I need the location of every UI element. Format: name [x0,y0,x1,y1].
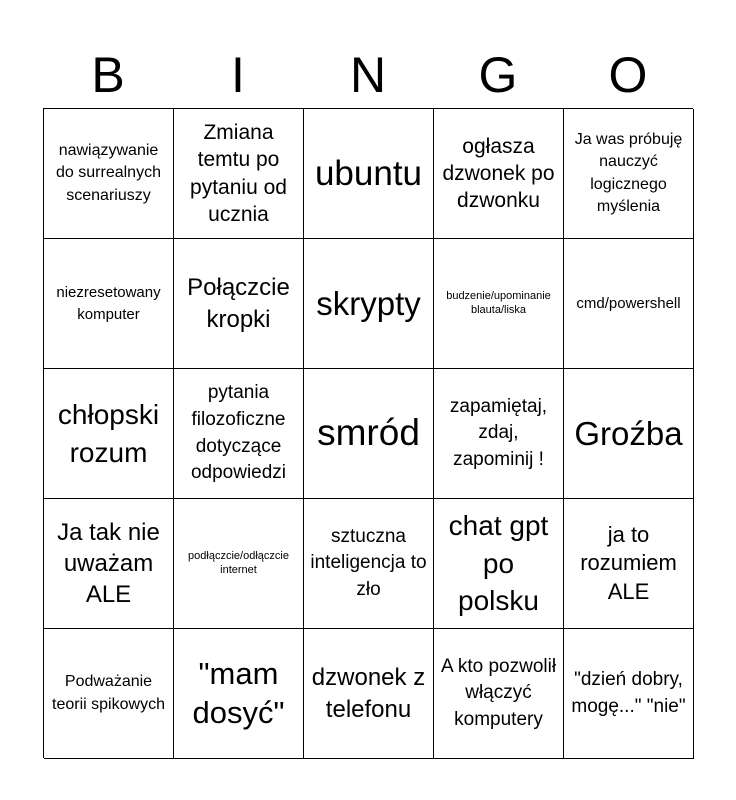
bingo-cell[interactable] [434,109,564,239]
bingo-cell[interactable] [174,239,304,369]
bingo-cell[interactable] [44,499,174,629]
bingo-cell-text: nawiązywanie do surrealnych scenariuszy [56,141,161,204]
bingo-cell[interactable] [174,499,304,629]
bingo-cell[interactable] [174,369,304,499]
bingo-cell-text: "mam dosyć" [192,655,285,730]
bingo-cell[interactable] [564,369,694,499]
bingo-cell-text: cmd/powershell [576,294,681,312]
bingo-cell[interactable] [44,629,174,759]
bingo-cell[interactable] [174,109,304,239]
bingo-cell-text: ja to rozumiem ALE [580,521,677,604]
bingo-cell[interactable] [304,499,434,629]
bingo-cell-text: chat gpt po polsku [448,509,549,617]
bingo-cell-text: "dzień dobry, mogę..." "nie" [571,668,686,717]
header-letter-g: G [478,47,518,103]
bingo-cell[interactable] [564,109,694,239]
bingo-cell[interactable] [304,629,434,759]
bingo-cell[interactable] [44,239,174,369]
header-letter-o: O [608,47,648,103]
bingo-cell[interactable] [174,629,304,759]
bingo-cell-text: Połączcie kropki [187,274,290,333]
bingo-cell[interactable] [434,629,564,759]
bingo-cell-text: Ja was próbuję nauczyć logicznego myślenia [574,130,683,215]
bingo-cell-text: smród [317,412,420,454]
bingo-cell-text: chłopski rozum [57,398,160,468]
bingo-cell-text: niezresetowany komputer [56,283,161,323]
bingo-cell-text: pytania filozoficzne dotyczące odpowiedzi [190,382,287,484]
bingo-cell[interactable] [564,239,694,369]
bingo-cell[interactable] [434,369,564,499]
bingo-cell[interactable] [564,499,694,629]
bingo-cell-text: ubuntu [314,153,423,193]
bingo-cell[interactable] [44,109,174,239]
bingo-cell-text: budzenie/upominanie blauta/liska [446,290,551,316]
bingo-cell[interactable] [434,499,564,629]
bingo-cell[interactable] [304,369,434,499]
bingo-cell[interactable] [564,629,694,759]
bingo-cell[interactable] [304,109,434,239]
header-letter-n: N [349,47,387,103]
bingo-cell[interactable] [434,239,564,369]
bingo-cell-text: zapamiętaj, zdaj, zapominij ! [449,395,548,470]
bingo-cell-text: Ja tak nie uważam ALE [57,518,160,609]
bingo-board [43,108,693,758]
bingo-cell-text: dzwonek z telefonu [311,664,426,723]
bingo-cell-text: Zmiana temtu po pytaniu od ucznia [190,120,287,226]
bingo-cell-text: A kto pozwolił włączyć komputery [440,655,557,730]
bingo-cell-text: skrypty [316,284,421,322]
header-letter-b: B [91,47,125,103]
bingo-cell-text: ogłasza dzwonek po dzwonku [442,134,555,213]
bingo-cell-text: Podważanie teorii spikowych [52,673,165,713]
bingo-header [43,42,693,108]
bingo-cell[interactable] [44,369,174,499]
bingo-cell-text: Groźba [574,414,683,452]
header-letter-i: I [231,47,245,103]
bingo-cell-text: sztuczna inteligencja to zło [310,525,427,600]
bingo-cell-text: podłączcie/odłączcie internet [188,550,289,576]
bingo-cell[interactable] [304,239,434,369]
